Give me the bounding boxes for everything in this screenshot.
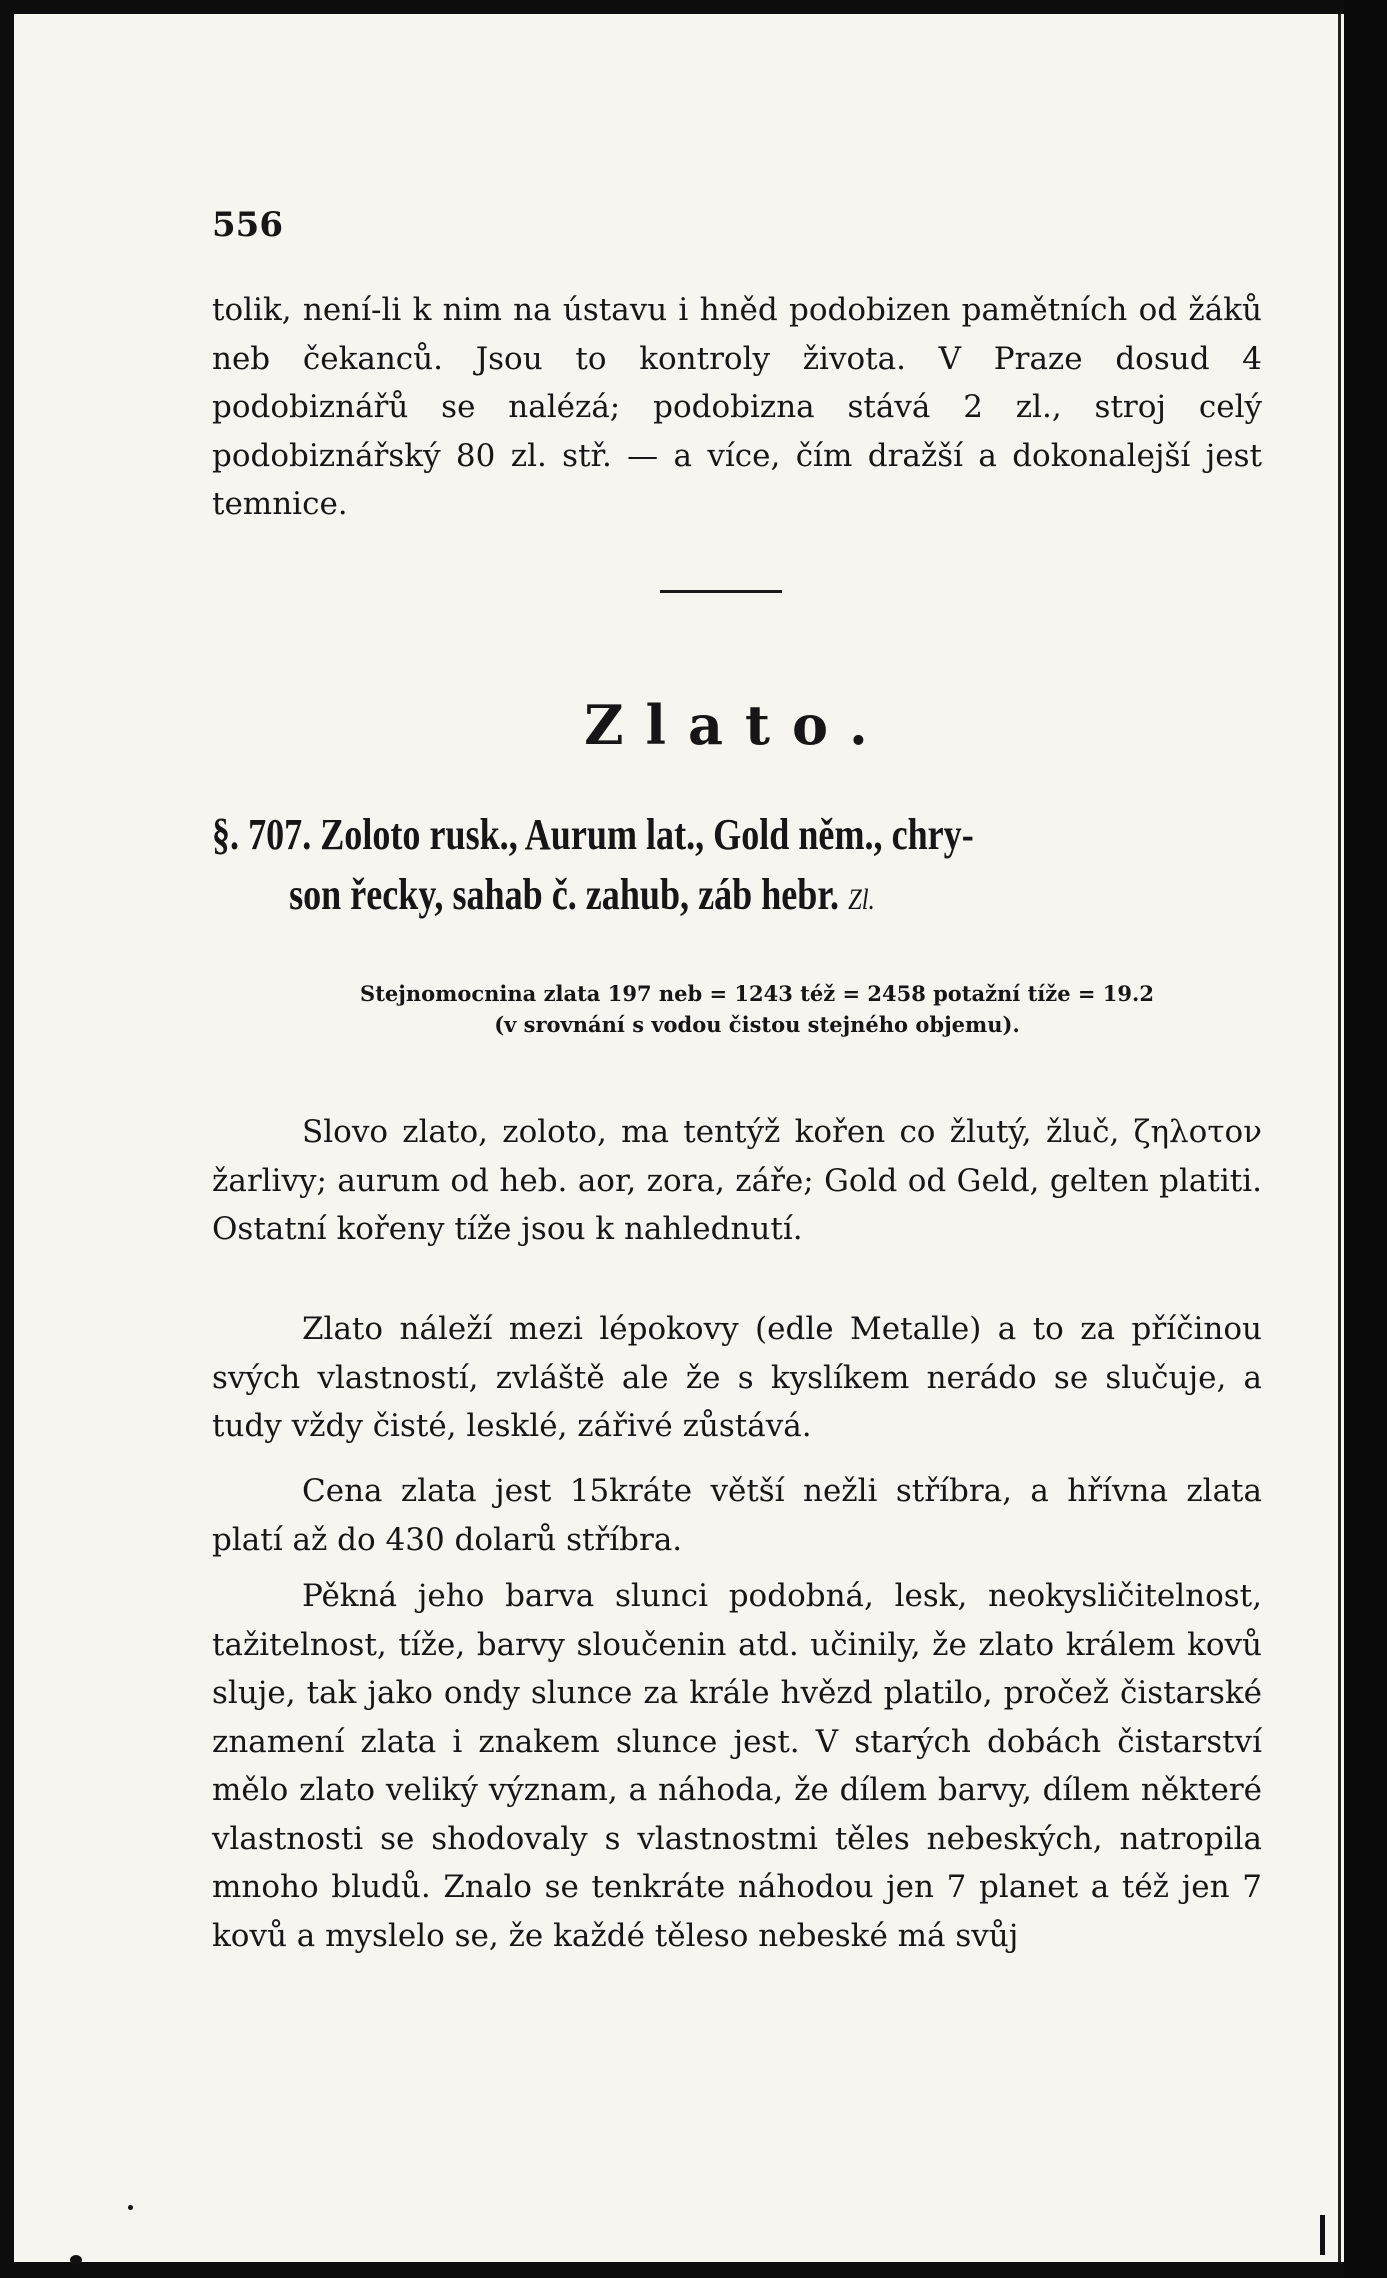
entry-heading-line2: son řecky, sahab č. zahub, záb hebr. (289, 870, 840, 919)
ink-speck (128, 2205, 133, 2210)
paragraph-alchemy: Pěkná jeho barva slunci podobná, lesk, neokysličitelnost, tažitelnost, tíže, barvy sloučenin atd. učinily, že zlato králem kovů sluje, tak jako ondy slunce za krále hvězd platilo, pročež čistarské znamení zlata i znakem slunce jest. V starých dobách čistarství mělo zlato veliký význam, a náhoda, že dílem barvy, dílem některé vlastnosti se shodovaly s vlastnostmi těles nebeských, natropila mnoho bludů. Znalo se tenkráte náhodou jen 7 planet a též jen 7 kovů a myslelo se, že každé těleso nebeské má svůj (212, 1578, 1262, 1954)
density-note (252, 978, 1262, 1040)
ink-speck (70, 2255, 82, 2265)
density-note-line1: Stejnomocnina zlata 197 neb = 1243 též = 2458 potažní tíže = 19.2 (360, 981, 1154, 1006)
paragraph-noble-metal: Zlato náleží mezi lépokovy (edle Metalle) a to za příčinou svých vlastností, zvláště ale že s kyslíkem nerádo se slučuje, a tudy vždy čisté, lesklé, zářivé zůstává. (212, 1311, 1262, 1444)
entry-heading (212, 805, 1262, 930)
chemical-symbol: Zl. (848, 883, 875, 916)
page-number: 556 (212, 205, 283, 245)
scan-border (1344, 0, 1387, 2278)
page-edge-shadow (1338, 14, 1341, 2262)
paragraph-price: Cena zlata jest 15kráte větší nežli stříbra, a hřívna zlata platí až do 430 dolarů stříbra. (212, 1473, 1262, 1558)
margin-tick (1320, 2215, 1325, 2255)
density-note-line2: (v srovnání s vodou čistou stejného objemu). (494, 1012, 1020, 1037)
entry-heading-line1: §. 707. Zoloto rusk., Aurum lat., Gold něm., chry- (212, 810, 974, 859)
section-title: Zlato. (584, 693, 890, 757)
paragraph-continuation: tolik, není-li k nim na ústavu i hněd podobizen pamětních od žáků neb čekanců. Jsou to kontroly života. V Praze dosud 4 podobiznářů se nalézá; podobizna stává 2 zl., stroj celý podobiznářský 80 zl. stř. — a více, čím dražší a dokonalejší jest temnice. (212, 292, 1262, 522)
paragraph-etymology: Slovo zlato, zoloto, ma tentýž kořen co žlutý, žluč, ζηλοτον žarlivy; aurum od heb. aor, zora, záře; Gold od Geld, gelten platiti. Ostatní kořeny tíže jsou k nahlednutí. (212, 1114, 1262, 1247)
entry-heading-line2-wrap (212, 865, 1262, 930)
section-divider (660, 590, 782, 593)
